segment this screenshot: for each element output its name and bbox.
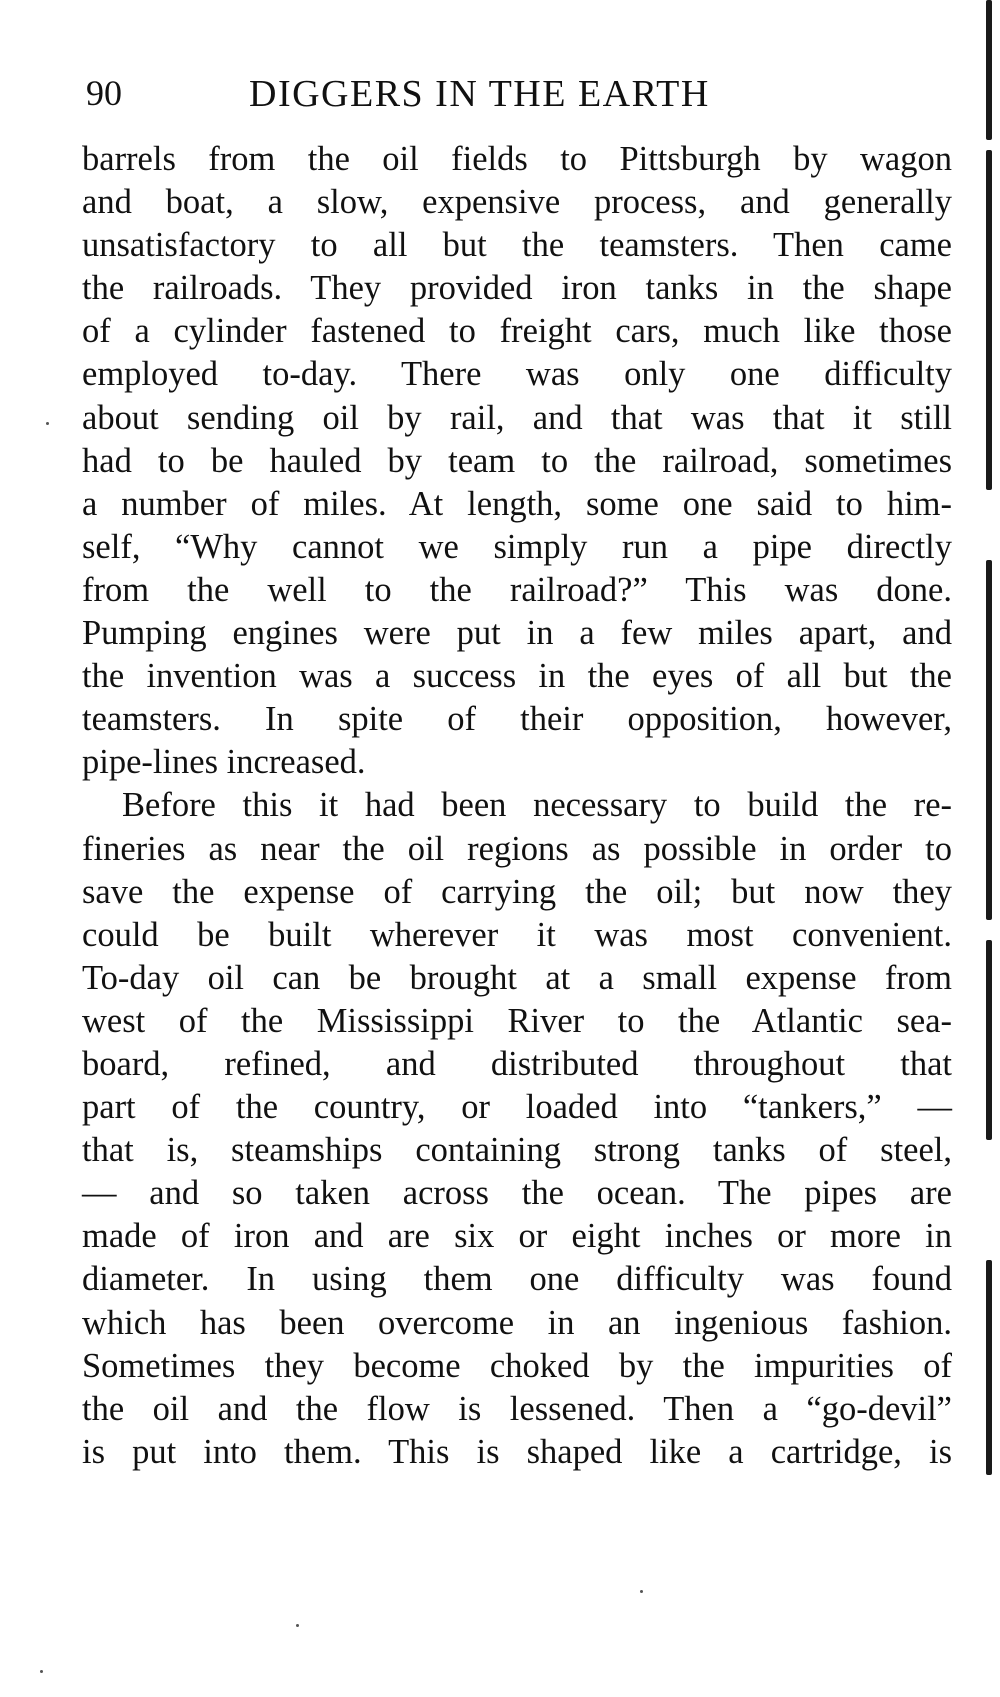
text-line: Sometimes they become choked by the impurities of <box>82 1346 952 1385</box>
text-line: is put into them. This is shaped like a cartridge, is <box>82 1432 952 1471</box>
text-line: the railroads. They provided iron tanks in the shape <box>82 269 952 308</box>
text-line: could be built wherever it was most convenient. <box>82 915 952 954</box>
text-line: employed to-day. There was only one difficulty <box>82 355 952 394</box>
scan-speck <box>296 1624 299 1627</box>
text-line: save the expense of carrying the oil; but now they <box>82 872 952 911</box>
text-line: self, “Why cannot we simply run a pipe directly <box>82 527 952 566</box>
text-line: diameter. In using them one difficulty was found <box>82 1260 952 1299</box>
text-line: that is, steamships containing strong tanks of steel, <box>82 1131 952 1170</box>
text-line: from the well to the railroad?” This was done. <box>82 570 952 609</box>
text-line: and boat, a slow, expensive process, and generally <box>82 183 952 222</box>
text-line: Pumping engines were put in a few miles apart, and <box>82 614 952 653</box>
text-line: fineries as near the oil regions as possible in order to <box>82 829 952 868</box>
paragraph-1 <box>82 138 952 784</box>
page-gutter-shadow <box>974 0 1000 1697</box>
gutter-shadow-segment <box>986 150 992 490</box>
text-line: had to be hauled by team to the railroad, sometimes <box>82 441 952 480</box>
text-line: the invention was a success in the eyes of all but the <box>82 657 952 696</box>
page-header <box>86 72 880 122</box>
text-line: the oil and the flow is lessened. Then a “go-devil” <box>82 1389 952 1428</box>
scan-speck <box>40 1670 43 1673</box>
paragraph-2 <box>82 784 952 1474</box>
text-line: pipe-lines increased. <box>82 743 366 782</box>
gutter-shadow-segment <box>986 0 992 140</box>
page-number: 90 <box>86 73 122 113</box>
text-line: part of the country, or loaded into “tankers,” — <box>82 1088 952 1127</box>
running-head: DIGGERS IN THE EARTH <box>249 73 710 115</box>
text-line: board, refined, and distributed throughout that <box>82 1044 952 1083</box>
text-line: teamsters. In spite of their opposition, however, <box>82 700 952 739</box>
scan-speck <box>640 1590 643 1593</box>
gutter-shadow-segment <box>986 560 992 920</box>
text-line: made of iron and are six or eight inches or more in <box>82 1217 952 1256</box>
text-line: about sending oil by rail, and that was that it still <box>82 398 952 437</box>
text-line: unsatisfactory to all but the teamsters. Then came <box>82 226 952 265</box>
text-line: — and so taken across the ocean. The pipes are <box>82 1174 952 1213</box>
gutter-shadow-segment <box>986 940 992 1140</box>
text-line: west of the Mississippi River to the Atlantic sea- <box>82 1001 952 1040</box>
text-line: which has been overcome in an ingenious fashion. <box>82 1303 952 1342</box>
body-text <box>82 138 952 1474</box>
text-line: Before this it had been necessary to build the re- <box>122 786 952 825</box>
text-line: a number of miles. At length, some one said to him- <box>82 484 952 523</box>
text-line: of a cylinder fastened to freight cars, much like those <box>82 312 952 351</box>
text-line: To-day oil can be brought at a small expense from <box>82 958 952 997</box>
scan-speck <box>46 422 49 425</box>
gutter-shadow-segment <box>986 1260 992 1475</box>
text-line: barrels from the oil fields to Pittsburgh by wagon <box>82 140 952 178</box>
